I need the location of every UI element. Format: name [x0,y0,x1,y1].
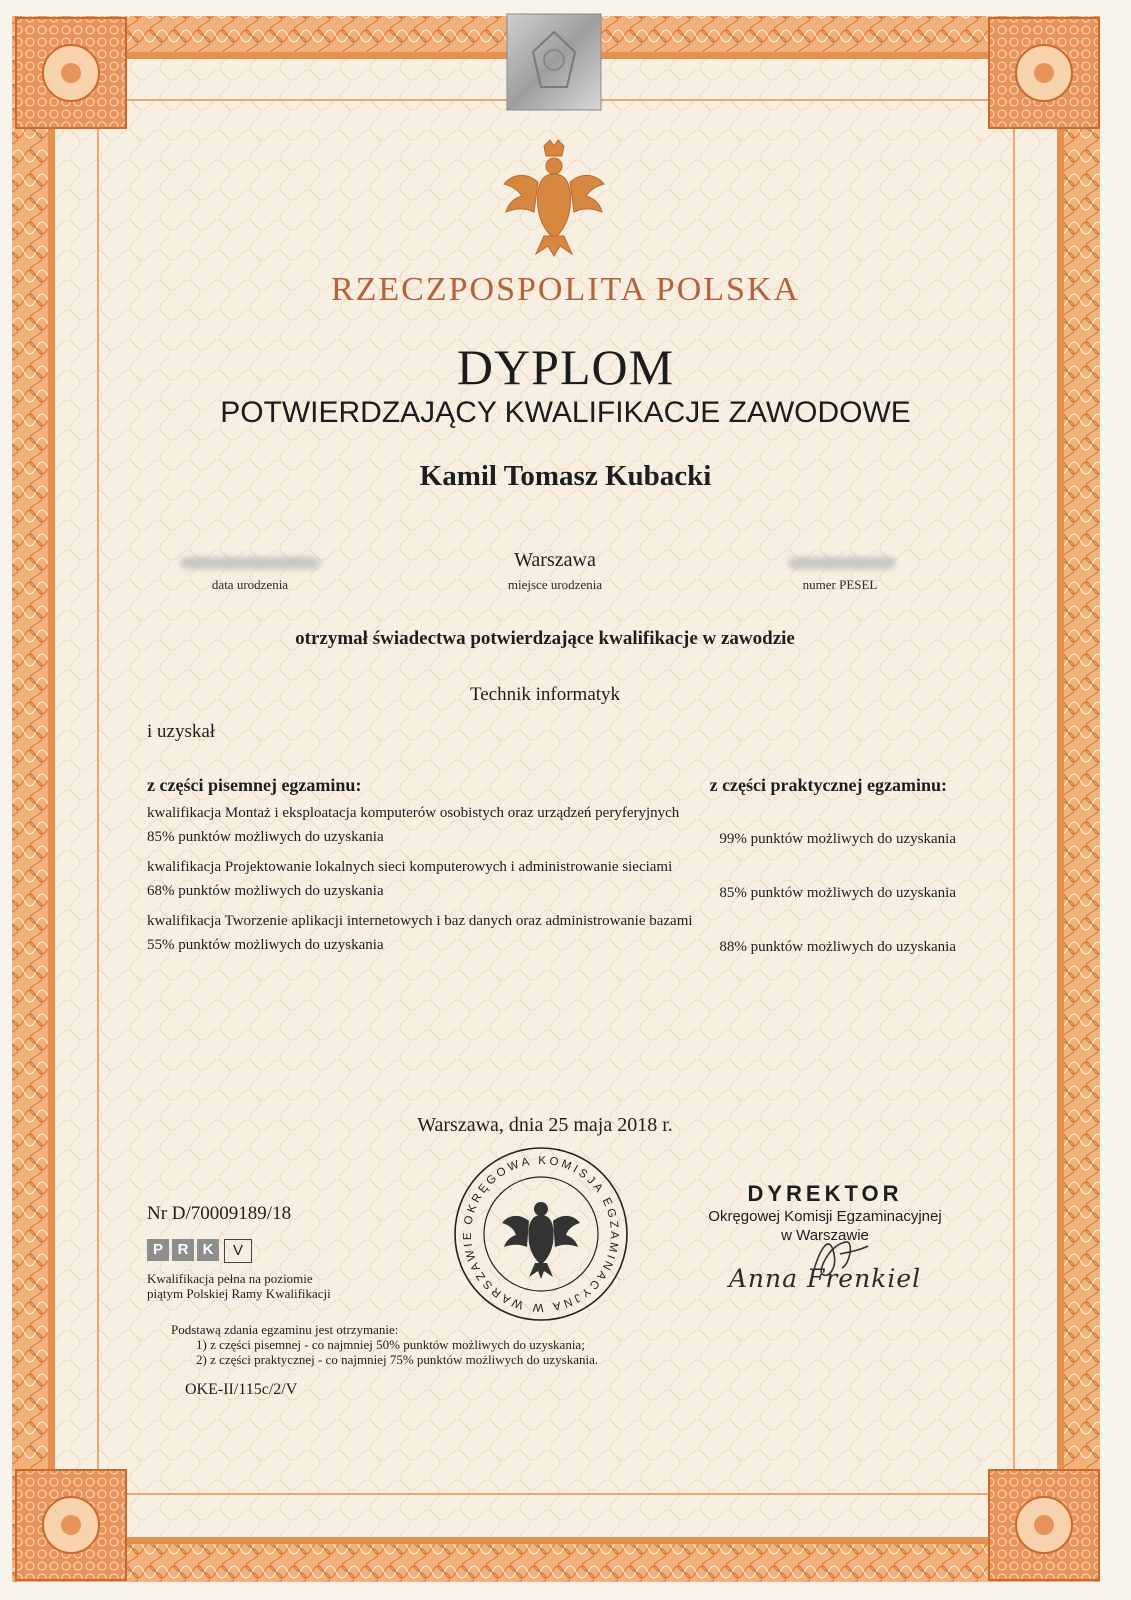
qualification-2-written: 68% punktów możliwych do uzyskania [147,883,384,899]
prk-description-line1: Kwalifikacja pełna na poziomie [147,1271,313,1286]
practical-exam-header: z części praktycznej egzaminu: [709,775,947,795]
eagle-emblem-icon [500,138,608,258]
qualification-1-written: 85% punktów możliwych do uzyskania [147,829,384,845]
qualification-3-name: kwalifikacja Tworzenie aplikacji internetowych i baz danych oraz administrowanie bazami [147,913,693,929]
obtained-label: i uzyskał [147,721,216,742]
form-code: OKE-II/115c/2/V [185,1381,298,1398]
birth-place-value: Warszawa [514,549,596,571]
qualification-2-practical: 85% punktów możliwych do uzyskania [719,885,956,901]
document-subtitle: POTWIERDZAJĄCY KWALIFIKACJE ZAWODOWE [220,396,911,429]
qualification-1-practical: 99% punktów możliwych do uzyskania [719,831,956,847]
prk-badge [147,1239,252,1263]
prk-level: V [224,1239,252,1263]
seal-eagle-icon [502,1202,580,1279]
signature-name: Anna Frenkiel [728,1264,922,1293]
statement-text: otrzymał świadectwa potwierdzające kwalifikacje w zawodzie [295,628,795,649]
prk-letter: R [172,1239,194,1261]
birth-date-redacted [180,557,320,569]
director-organization: Okręgowej Komisji Egzaminacyjnej [708,1208,942,1225]
director-city: w Warszawie [781,1227,869,1244]
basis-title: Podstawą zdania egzaminu jest otrzymanie: [171,1322,399,1337]
country-name: RZECZPOSPOLITA POLSKA [330,271,801,308]
basis-line-2: 2) z części praktycznej - co najmniej 75% punktów możliwych do uzyskania. [196,1352,599,1367]
diploma-number: Nr D/70009189/18 [147,1203,292,1224]
hologram-sticker [505,12,603,112]
qualification-3-written: 55% punktów możliwych do uzyskania [147,937,384,953]
qualification-3-practical: 88% punktów możliwych do uzyskania [719,939,956,955]
prk-letter: P [147,1239,169,1261]
birth-date-label: data urodzenia [211,577,289,592]
issue-place-date: Warszawa, dnia 25 maja 2018 r. [417,1114,673,1136]
holder-name: Kamil Tomasz Kubacki [419,460,712,492]
profession-name: Technik informatyk [469,684,621,705]
seal-text: OKRĘGOWA KOMISJA EGZAMINACYJNA W WARSZAWIE [461,1154,621,1314]
basis-line-1: 1) z części pisemnej - co najmniej 50% punktów możliwych do uzyskania; [196,1337,585,1352]
written-exam-header: z części pisemnej egzaminu: [147,775,362,795]
pesel-redacted [788,557,896,569]
pesel-label: numer PESEL [802,577,878,592]
qualification-1-name: kwalifikacja Montaż i eksploatacja komputerów osobistych oraz urządzeń peryferyjnych [147,805,680,821]
prk-letter: K [197,1239,219,1261]
document-title: DYPLOM [456,339,675,395]
director-title: DYREKTOR [747,1181,903,1206]
official-seal [452,1145,630,1323]
birth-place-label: miejsce urodzenia [507,577,603,592]
qualification-2-name: kwalifikacja Projektowanie lokalnych sieci komputerowych i administrowanie sieciami [147,859,673,875]
prk-description-line2: piątym Polskiej Ramy Kwalifikacji [147,1286,331,1301]
